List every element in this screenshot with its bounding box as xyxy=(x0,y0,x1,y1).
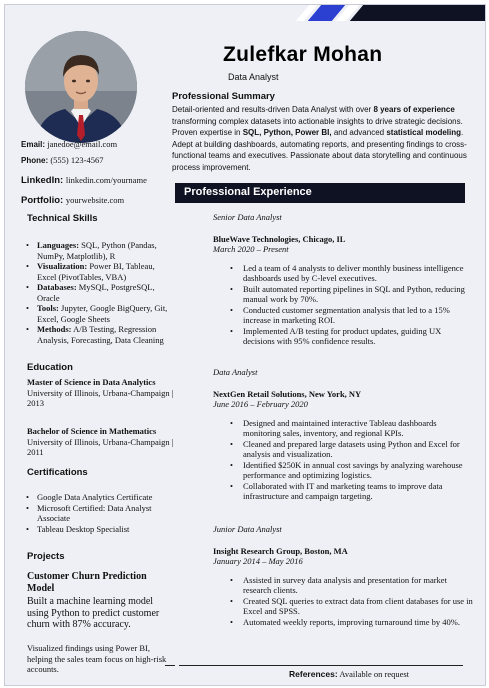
summary-part: transforming complex datasets into actionable insights to drive strategic decisions. Proven expertise in xyxy=(172,116,463,138)
project-description: Built a machine learning model using Python to predict customer churn with 87% accuracy. xyxy=(27,596,160,630)
summary-text xyxy=(172,104,468,174)
certifications-heading: Certifications xyxy=(27,467,88,478)
projects-heading: Projects xyxy=(27,551,65,562)
portfolio-label: Portfolio: xyxy=(21,195,64,206)
school: University of Illinois, Urbana-Champaign | 2013 xyxy=(27,387,174,409)
job-dates: March 2020 – Present xyxy=(213,244,289,254)
linkedin-label: LinkedIn: xyxy=(21,175,64,186)
list-item xyxy=(25,282,175,303)
degree: Bachelor of Science in Mathematics xyxy=(27,426,157,436)
resume-page xyxy=(4,4,486,686)
summary-heading: Professional Summary xyxy=(172,91,275,102)
skill-text: SQL, Python (Pandas, NumPy, Matplotlib), R xyxy=(37,240,157,261)
school: University of Illinois, Urbana-Champaign | 2011 xyxy=(27,436,174,458)
list-item xyxy=(25,261,175,282)
list-item: • Identified $250K in annual cost savings by analyzing warehouse performance and optimizing logistics. xyxy=(213,460,473,481)
references-line xyxy=(289,669,409,679)
contact-portfolio xyxy=(21,195,124,206)
skill-text: Power BI, Tableau, Excel (PivotTables, VBA) xyxy=(37,261,155,282)
list-item: • Assisted in survey data analysis and presentation for market research clients. xyxy=(213,575,473,596)
skills-heading: Technical Skills xyxy=(27,213,98,224)
candidate-name: Zulefkar Mohan xyxy=(223,43,383,66)
list-item: • Created SQL queries to extract data from client databases for use in Excel and SPSS. xyxy=(213,596,473,617)
summary-highlight: statistical modeling xyxy=(386,128,462,138)
job-org: Insight Research Group, Boston, MA xyxy=(213,545,348,556)
summary-part: . Adept at building dashboards, automating reports, and presenting findings to cross-functional teams and executives. Passionate about data storytelling and continuous process improvement. xyxy=(172,128,467,172)
linkedin-value[interactable]: linkedin.com/yourname xyxy=(65,175,147,185)
person-portrait-icon xyxy=(25,31,137,143)
project-title: Customer Churn Prediction Model xyxy=(27,571,147,594)
summary-part: and advanced xyxy=(331,128,387,138)
list-item xyxy=(25,324,175,345)
footer-divider xyxy=(179,665,463,666)
list-item: • Tableau Desktop Specialist xyxy=(25,524,175,535)
list-item: • Built automated reporting pipelines in SQL and Python, reducing manual work by 70%. xyxy=(213,284,473,305)
experience-heading: Professional Experience xyxy=(184,186,312,198)
footer-divider xyxy=(165,665,175,666)
list-item: • Google Data Analytics Certificate xyxy=(25,492,175,503)
phone-label: Phone: xyxy=(21,156,49,165)
experience-heading-bar xyxy=(175,183,465,203)
profile-photo xyxy=(25,31,137,143)
list-item: • Led a team of 4 analysts to deliver monthly business intelligence dashboards used by C-level executives. xyxy=(213,263,473,284)
summary-part: Detail-oriented and results-driven Data Analyst with over xyxy=(172,105,374,114)
job-entry xyxy=(213,524,473,627)
list-item: • Collaborated with IT and marketing teams to improve data infrastructure and campaign targeting. xyxy=(213,481,473,502)
job-title: Junior Data Analyst xyxy=(213,524,282,534)
list-item xyxy=(25,303,175,324)
header-stripe-dark xyxy=(350,4,486,21)
email-label: Email: xyxy=(21,140,46,149)
list-item: • Conducted customer segmentation analysis that led to a 15% increase in marketing ROI. xyxy=(213,305,473,326)
job-org: NextGen Retail Solutions, New York, NY xyxy=(213,388,362,399)
job-dates: January 2014 – May 2016 xyxy=(213,556,303,566)
portfolio-value[interactable]: yourwebsite.com xyxy=(65,195,125,205)
list-item xyxy=(25,240,175,261)
candidate-role: Data Analyst xyxy=(228,72,279,82)
job-entry xyxy=(213,367,473,502)
job-title: Senior Data Analyst xyxy=(213,212,282,222)
education-item xyxy=(27,426,177,458)
skill-text: MySQL, PostgreSQL, Oracle xyxy=(37,282,155,303)
job-entry xyxy=(213,212,473,347)
job-bullets xyxy=(213,263,473,347)
job-org: BlueWave Technologies, Chicago, IL xyxy=(213,233,346,244)
skill-label: Databases: xyxy=(37,282,77,292)
references-label: References: xyxy=(289,669,338,679)
contact-linkedin xyxy=(21,175,147,186)
email-value[interactable]: janedoe@email.com xyxy=(47,139,118,149)
phone-value: (555) 123-4567 xyxy=(50,155,104,165)
list-item: • Implemented A/B testing for product updates, guiding UX decisions with 95% confidence results. xyxy=(213,326,473,347)
skill-label: Visualization: xyxy=(37,261,88,271)
certifications-list xyxy=(25,492,175,534)
list-item: • Microsoft Certified: Data Analyst Associate xyxy=(25,503,175,524)
skill-label: Languages: xyxy=(37,240,80,250)
contact-phone xyxy=(21,155,103,165)
skill-label: Methods: xyxy=(37,324,72,334)
skill-text: A/B Testing, Regression Analysis, Forecasting, Data Cleaning xyxy=(37,324,164,345)
education-item xyxy=(27,377,177,409)
education-heading: Education xyxy=(27,362,73,373)
skills-list xyxy=(25,240,175,345)
job-title: Data Analyst xyxy=(213,367,258,377)
summary-highlight: SQL, Python, Power BI, xyxy=(242,128,332,138)
project-description: Visualized findings using Power BI, helping the sales team focus on high-risk accounts. xyxy=(27,643,167,674)
list-item: • Automated weekly reports, improving turnaround time by 40%. xyxy=(213,617,473,628)
degree: Master of Science in Data Analytics xyxy=(27,377,156,387)
skill-label: Tools: xyxy=(37,303,59,313)
skill-text: Jupyter, Google BigQuery, Git, Excel, Google Sheets xyxy=(37,303,168,324)
contact-email xyxy=(21,139,117,149)
list-item: • Cleaned and prepared large datasets using Python and Excel for analysis and visualization. xyxy=(213,439,473,460)
summary-highlight: 8 years of experience xyxy=(373,105,455,114)
job-bullets xyxy=(213,575,473,628)
job-dates: June 2016 – February 2020 xyxy=(213,399,308,409)
references-value: Available on request xyxy=(337,669,410,679)
list-item: • Designed and maintained interactive Tableau dashboards monitoring sales, inventory, and regional KPIs. xyxy=(213,418,473,439)
job-bullets xyxy=(213,418,473,502)
